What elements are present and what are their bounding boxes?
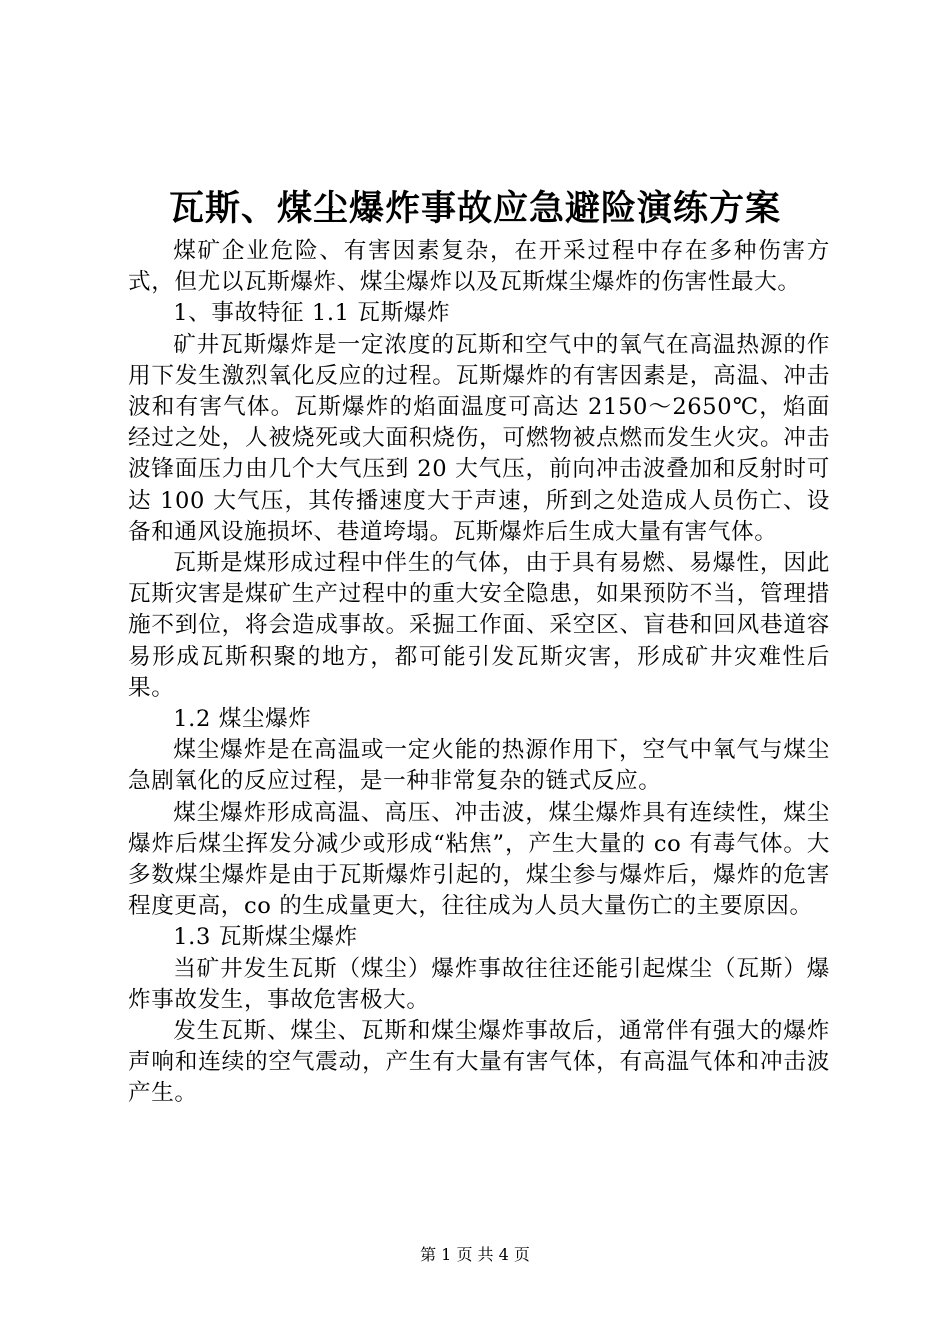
page-footer: 第 1 页 共 4 页	[420, 1245, 530, 1264]
paragraph-dust-effects: 煤尘爆炸形成高温、高压、冲击波，煤尘爆炸具有连续性，煤尘爆炸后煤尘挥发分减少或形成“粘焦”，产生大量的 co 有毒气体。大多数煤尘爆炸是由于瓦斯爆炸引起的，煤尘参与爆炸后，爆炸的危害程度更高，co 的生成量更大，往往成为人员大量伤亡的主要原因。	[128, 799, 830, 920]
section-heading-1-1: 1、事故特征 1.1 瓦斯爆炸	[173, 300, 451, 327]
paragraph-intro: 煤矿企业危险、有害因素复杂，在开采过程中存在多种伤害方式，但尤以瓦斯爆炸、煤尘爆炸以及瓦斯煤尘爆炸的伤害性最大。	[128, 238, 830, 296]
paragraph-combined-explosion: 当矿井发生瓦斯（煤尘）爆炸事故往往还能引起煤尘（瓦斯）爆炸事故发生，事故危害极大。	[128, 955, 830, 1013]
section-heading-1-3: 1.3 瓦斯煤尘爆炸	[173, 924, 358, 951]
paragraph-dust-explosion: 煤尘爆炸是在高温或一定火能的热源作用下，空气中氧气与煤尘急剧氧化的反应过程，是一种非常复杂的链式反应。	[128, 737, 830, 795]
paragraph-gas-hazard: 瓦斯是煤形成过程中伴生的气体，由于具有易燃、易爆性，因此瓦斯灾害是煤矿生产过程中的重大安全隐患，如果预防不当，管理措施不到位，将会造成事故。采掘工作面、采空区、盲巷和回风巷道容易形成瓦斯积聚的地方，都可能引发瓦斯灾害，形成矿井灾难性后果。	[128, 550, 830, 701]
document-body	[128, 236, 830, 1110]
document-title: 瓦斯、煤尘爆炸事故应急避险演练方案	[168, 188, 781, 229]
section-heading-1-2: 1.2 煤尘爆炸	[173, 706, 312, 733]
paragraph-aftermath: 发生瓦斯、煤尘、瓦斯和煤尘爆炸事故后，通常伴有强大的爆炸声响和连续的空气震动，产生有大量有害气体，有高温气体和冲击波产生。	[128, 1018, 830, 1107]
paragraph-gas-explosion: 矿井瓦斯爆炸是一定浓度的瓦斯和空气中的氧气在高温热源的作用下发生激烈氧化反应的过程。瓦斯爆炸的有害因素是，高温、冲击波和有害气体。瓦斯爆炸的焰面温度可高达 2150～2650℃，焰面经过之处，人被烧死或大面积烧伤，可燃物被点燃而发生火灾。冲击波锋面压力由几个大气压到 20 大气压，前向冲击波叠加和反射时可达 100 大气压，其传播速度大于声速，所到之处造成人员伤亡、设备和通风设施损坏、巷道垮塌。瓦斯爆炸后生成大量有害气体。	[128, 331, 830, 545]
